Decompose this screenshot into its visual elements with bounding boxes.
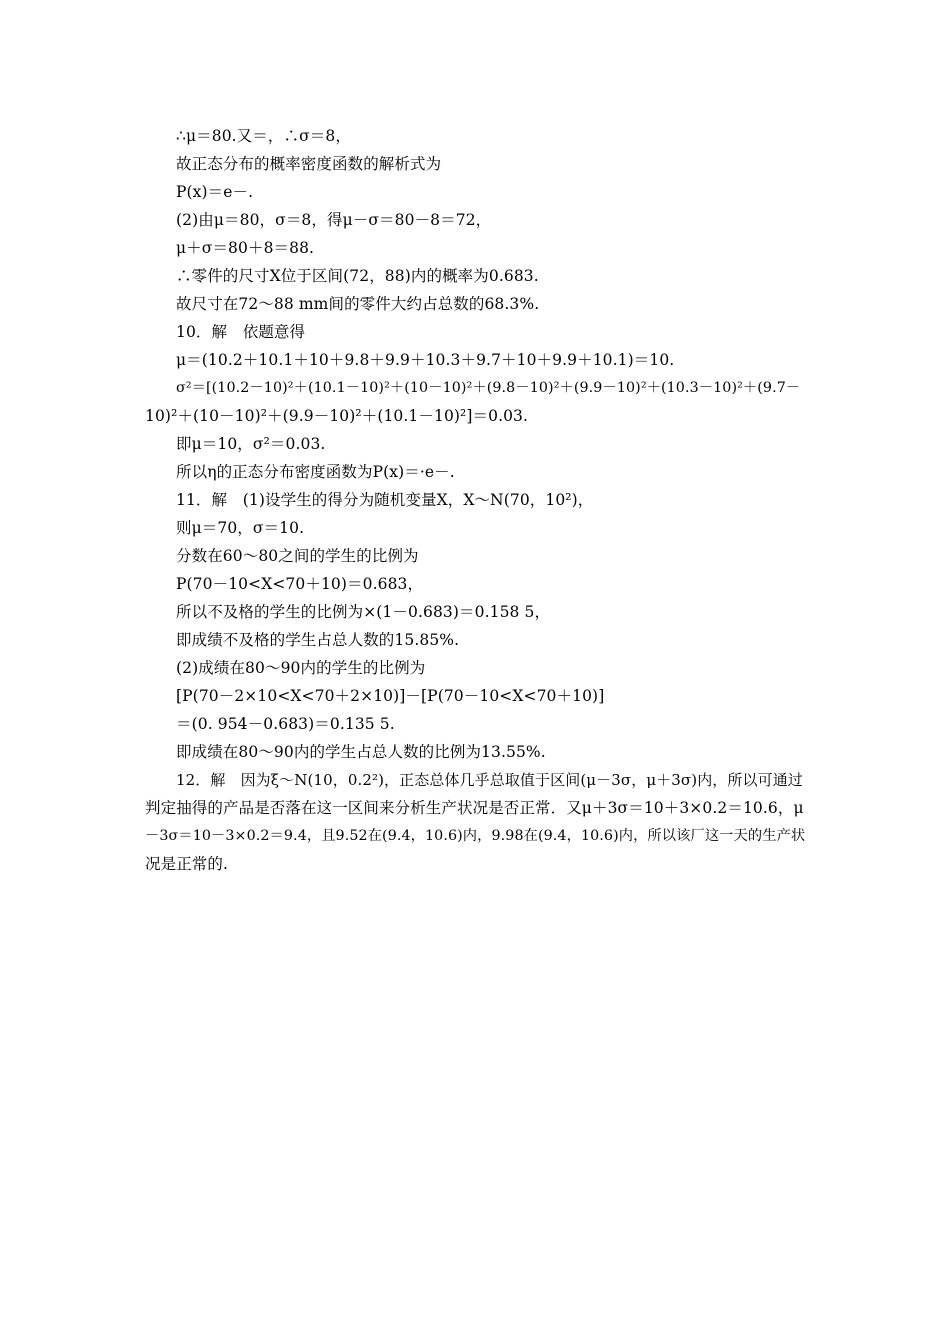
text-line: P(70－10<X<70＋10)＝0.683， [176,575,424,593]
text-line: 分数在60～80之间的学生的比例为 [176,547,419,565]
text-line: 即成绩不及格的学生占总人数的15.85%. [176,631,460,649]
text-line: P(x)＝e－. [176,183,254,201]
text-line: 故正态分布的概率密度函数的解析式为 [176,155,442,173]
text-line: －3σ＝10－3×0.2＝9.4，且9.52在(9.4，10.6)内，9.98在(9.4，10.6)内，所以该厂这一天的生产状 [145,828,806,844]
text-line: [P(70－2×10<X<70＋2×10)]－[P(70－10<X<70＋10)] [176,687,605,705]
text-line: 即μ＝10，σ²＝0.03. [176,435,326,453]
solution-text-block [145,122,807,878]
text-line: 故尺寸在72～88 mm间的零件大约占总数的68.3%. [176,295,540,313]
text-line: 况是正常的. [145,855,229,873]
text-line: ＝(0. 954－0.683)＝0.135 5. [176,715,395,733]
text-line: 10)²＋(10－10)²＋(9.9－10)²＋(10.1－10)²]＝0.03. [145,407,529,425]
text-line: μ＝(10.2＋10.1＋10＋9.8＋9.9＋10.3＋9.7＋10＋9.9＋10.1)＝10. [176,351,675,369]
text-line: ∴零件的尺寸X位于区间(72，88)内的概率为0.683. [176,267,539,285]
text-line: 则μ＝70，σ＝10. [176,519,305,537]
text-line: 所以不及格的学生的比例为×(1－0.683)＝0.158 5， [176,603,551,621]
text-line: (2)成绩在80～90内的学生的比例为 [176,659,426,677]
text-line: μ＋σ＝80＋8＝88. [176,239,315,257]
text-line: 即成绩在80～90内的学生占总人数的比例为13.55%. [176,743,546,761]
text-line: ∴μ＝80.又＝，∴σ＝8， [176,127,351,145]
text-line: 判定抽得的产品是否落在这一区间来分析生产状况是否正常．又μ＋3σ＝10＋3×0.2＝10.6，μ [145,799,804,817]
problem-10-heading: 10．解 依题意得 [176,323,306,341]
problem-12-heading: 12．解 因为ξ～N(10，0.2²)，正态总体几乎总取值于区间(μ－3σ，μ＋3σ)内，所以可通过 [176,771,803,789]
text-line: (2)由μ＝80，σ＝8，得μ－σ＝80－8＝72， [176,211,492,229]
text-line: σ²＝[(10.2－10)²＋(10.1－10)²＋(10－10)²＋(9.8－10)²＋(9.9－10)²＋(10.3－10)²＋(9.7－ [176,380,801,396]
problem-11-heading: 11．解 (1)设学生的得分为随机变量X，X～N(70，10²)， [176,491,594,509]
text-line: 所以η的正态分布密度函数为P(x)＝·e－. [176,463,455,481]
